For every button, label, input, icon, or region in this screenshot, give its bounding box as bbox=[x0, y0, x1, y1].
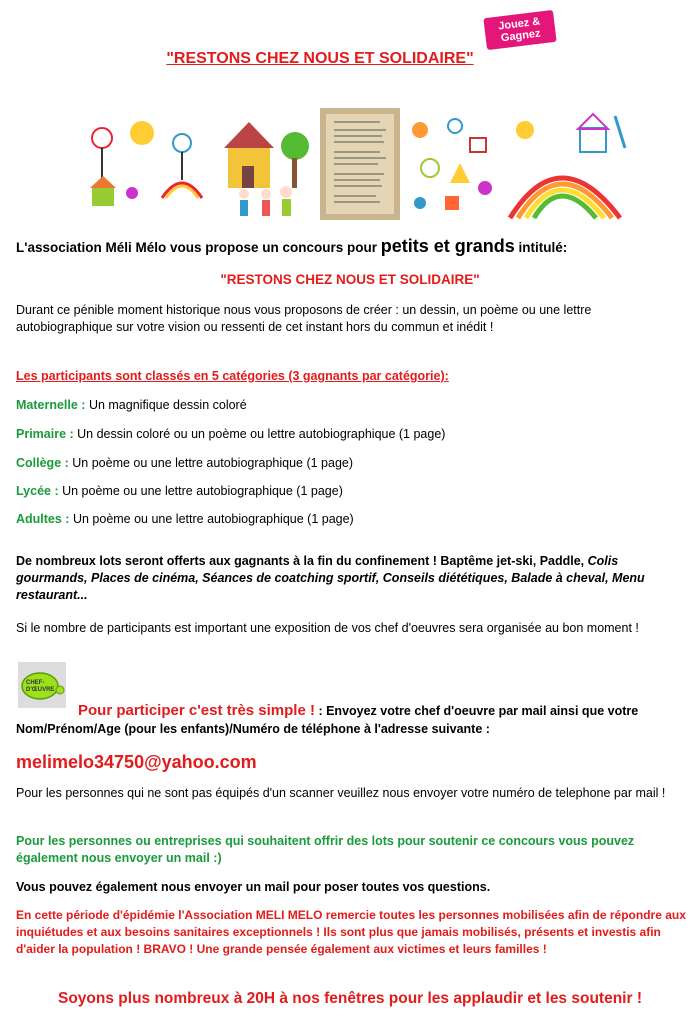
category-label: Adultes : bbox=[16, 512, 70, 526]
category-lycee bbox=[16, 483, 686, 500]
poem-letter-icon bbox=[320, 108, 400, 220]
participate-paragraph bbox=[16, 702, 686, 738]
doodles-icon bbox=[400, 108, 500, 220]
participate-highlight: Pour participer c'est très simple ! bbox=[78, 702, 315, 719]
category-primaire bbox=[16, 426, 686, 443]
intro-paragraph: Durant ce pénible moment historique nous vous proposons de créer : un dessin, un poème ou une lettre autobiographique sur votre vision ou ressenti de cet instant hors du commun et inédit ! bbox=[16, 303, 592, 334]
category-label: Lycée : bbox=[16, 484, 59, 498]
closing-call: Soyons plus nombreux à 20H à nos fenêtres pour les applaudir et les soutenir ! bbox=[58, 990, 642, 1007]
questions-paragraph: Vous pouvez également nous envoyer un mail pour poser toutes vos questions. bbox=[16, 880, 491, 894]
intro-before: L'association Méli Mélo vous propose un concours pour bbox=[16, 240, 381, 255]
badge-line2: Gagnez bbox=[500, 27, 542, 45]
category-adultes bbox=[16, 511, 686, 528]
epidemic-thanks-paragraph: En cette période d'épidémie l'Association MELI MELO remercie toutes les personnes mobilisées afin de répondre aux inquiétudes et aux besoins sanitaires exceptionnels ! Ils sont plus que jamais mobilisés, présents et investis afin d'aider la population ! BRAVO ! Une grande pensée également aux victimes et leurs familles ! bbox=[16, 908, 686, 956]
page-title-text: RESTONS CHEZ NOUS ET SOLIDAIRE bbox=[173, 50, 467, 67]
category-label: Collège : bbox=[16, 456, 69, 470]
category-text: Un dessin coloré ou un poème ou lettre autobiographique (1 page) bbox=[73, 427, 446, 441]
child-drawings-icon bbox=[72, 108, 220, 220]
category-college bbox=[16, 455, 686, 472]
family-house-drawing-icon bbox=[220, 108, 320, 220]
category-text: Un poème ou une lettre autobiographique (1 page) bbox=[69, 512, 354, 526]
jouez-gagnez-badge bbox=[483, 10, 556, 50]
contest-subtitle: "RESTONS CHEZ NOUS ET SOLIDAIRE" bbox=[220, 272, 480, 287]
prizes-text: De nombreux lots seront offerts aux gagnants à la fin du confinement ! Baptême jet-ski, Paddle, bbox=[16, 554, 588, 568]
category-label: Maternelle : bbox=[16, 398, 86, 412]
logo-text: CHEF-D'ŒUVRE bbox=[26, 680, 55, 693]
category-label: Primaire : bbox=[16, 427, 74, 441]
contact-email-link[interactable]: melimelo34750@yahoo.com bbox=[16, 752, 257, 772]
scanner-paragraph: Pour les personnes qui ne sont pas équipés d'un scanner veuillez nous envoyer votre numéro de telephone par mail ! bbox=[16, 786, 666, 800]
categories-title: Les participants sont classés en 5 catégories (3 gagnants par catégorie): bbox=[16, 369, 449, 383]
intro-emphasis: petits et grands bbox=[380, 236, 515, 256]
category-text: Un magnifique dessin coloré bbox=[85, 398, 247, 412]
drawings-banner bbox=[72, 108, 632, 220]
category-maternelle bbox=[16, 397, 686, 414]
exhibition-paragraph: Si le nombre de participants est important une exposition de vos chef d'oeuvres sera organisée au bon moment ! bbox=[16, 621, 639, 635]
category-text: Un poème ou une lettre autobiographique (1 page) bbox=[68, 456, 354, 470]
badge-line1: Jouez & bbox=[497, 15, 541, 33]
rainbow-drawing-icon bbox=[500, 108, 632, 220]
category-text: Un poème ou une lettre autobiographique (1 page) bbox=[58, 484, 343, 498]
sponsors-paragraph: Pour les personnes ou entreprises qui souhaitent offrir des lots pour soutenir ce concours vous pouvez également nous envoyer un mail :) bbox=[16, 834, 635, 865]
participate-instructions: : Envoyez votre chef d'oeuvre par mail ainsi que votre Nom/Prénom/Age (pour les enfants)/Numéro de téléphone à l'adresse suivante : bbox=[16, 704, 639, 736]
prizes-list: Colis gourmands, Places de cinéma, Séances de coatching sportif, Conseils diététiques, Balade à cheval, Menu restaurant... bbox=[16, 554, 645, 602]
intro-after: intitulé: bbox=[514, 240, 568, 255]
page-title: "RESTONS CHEZ NOUS ET SOLIDAIRE" bbox=[166, 50, 474, 67]
prizes-paragraph bbox=[16, 553, 686, 604]
intro-line bbox=[16, 238, 686, 256]
